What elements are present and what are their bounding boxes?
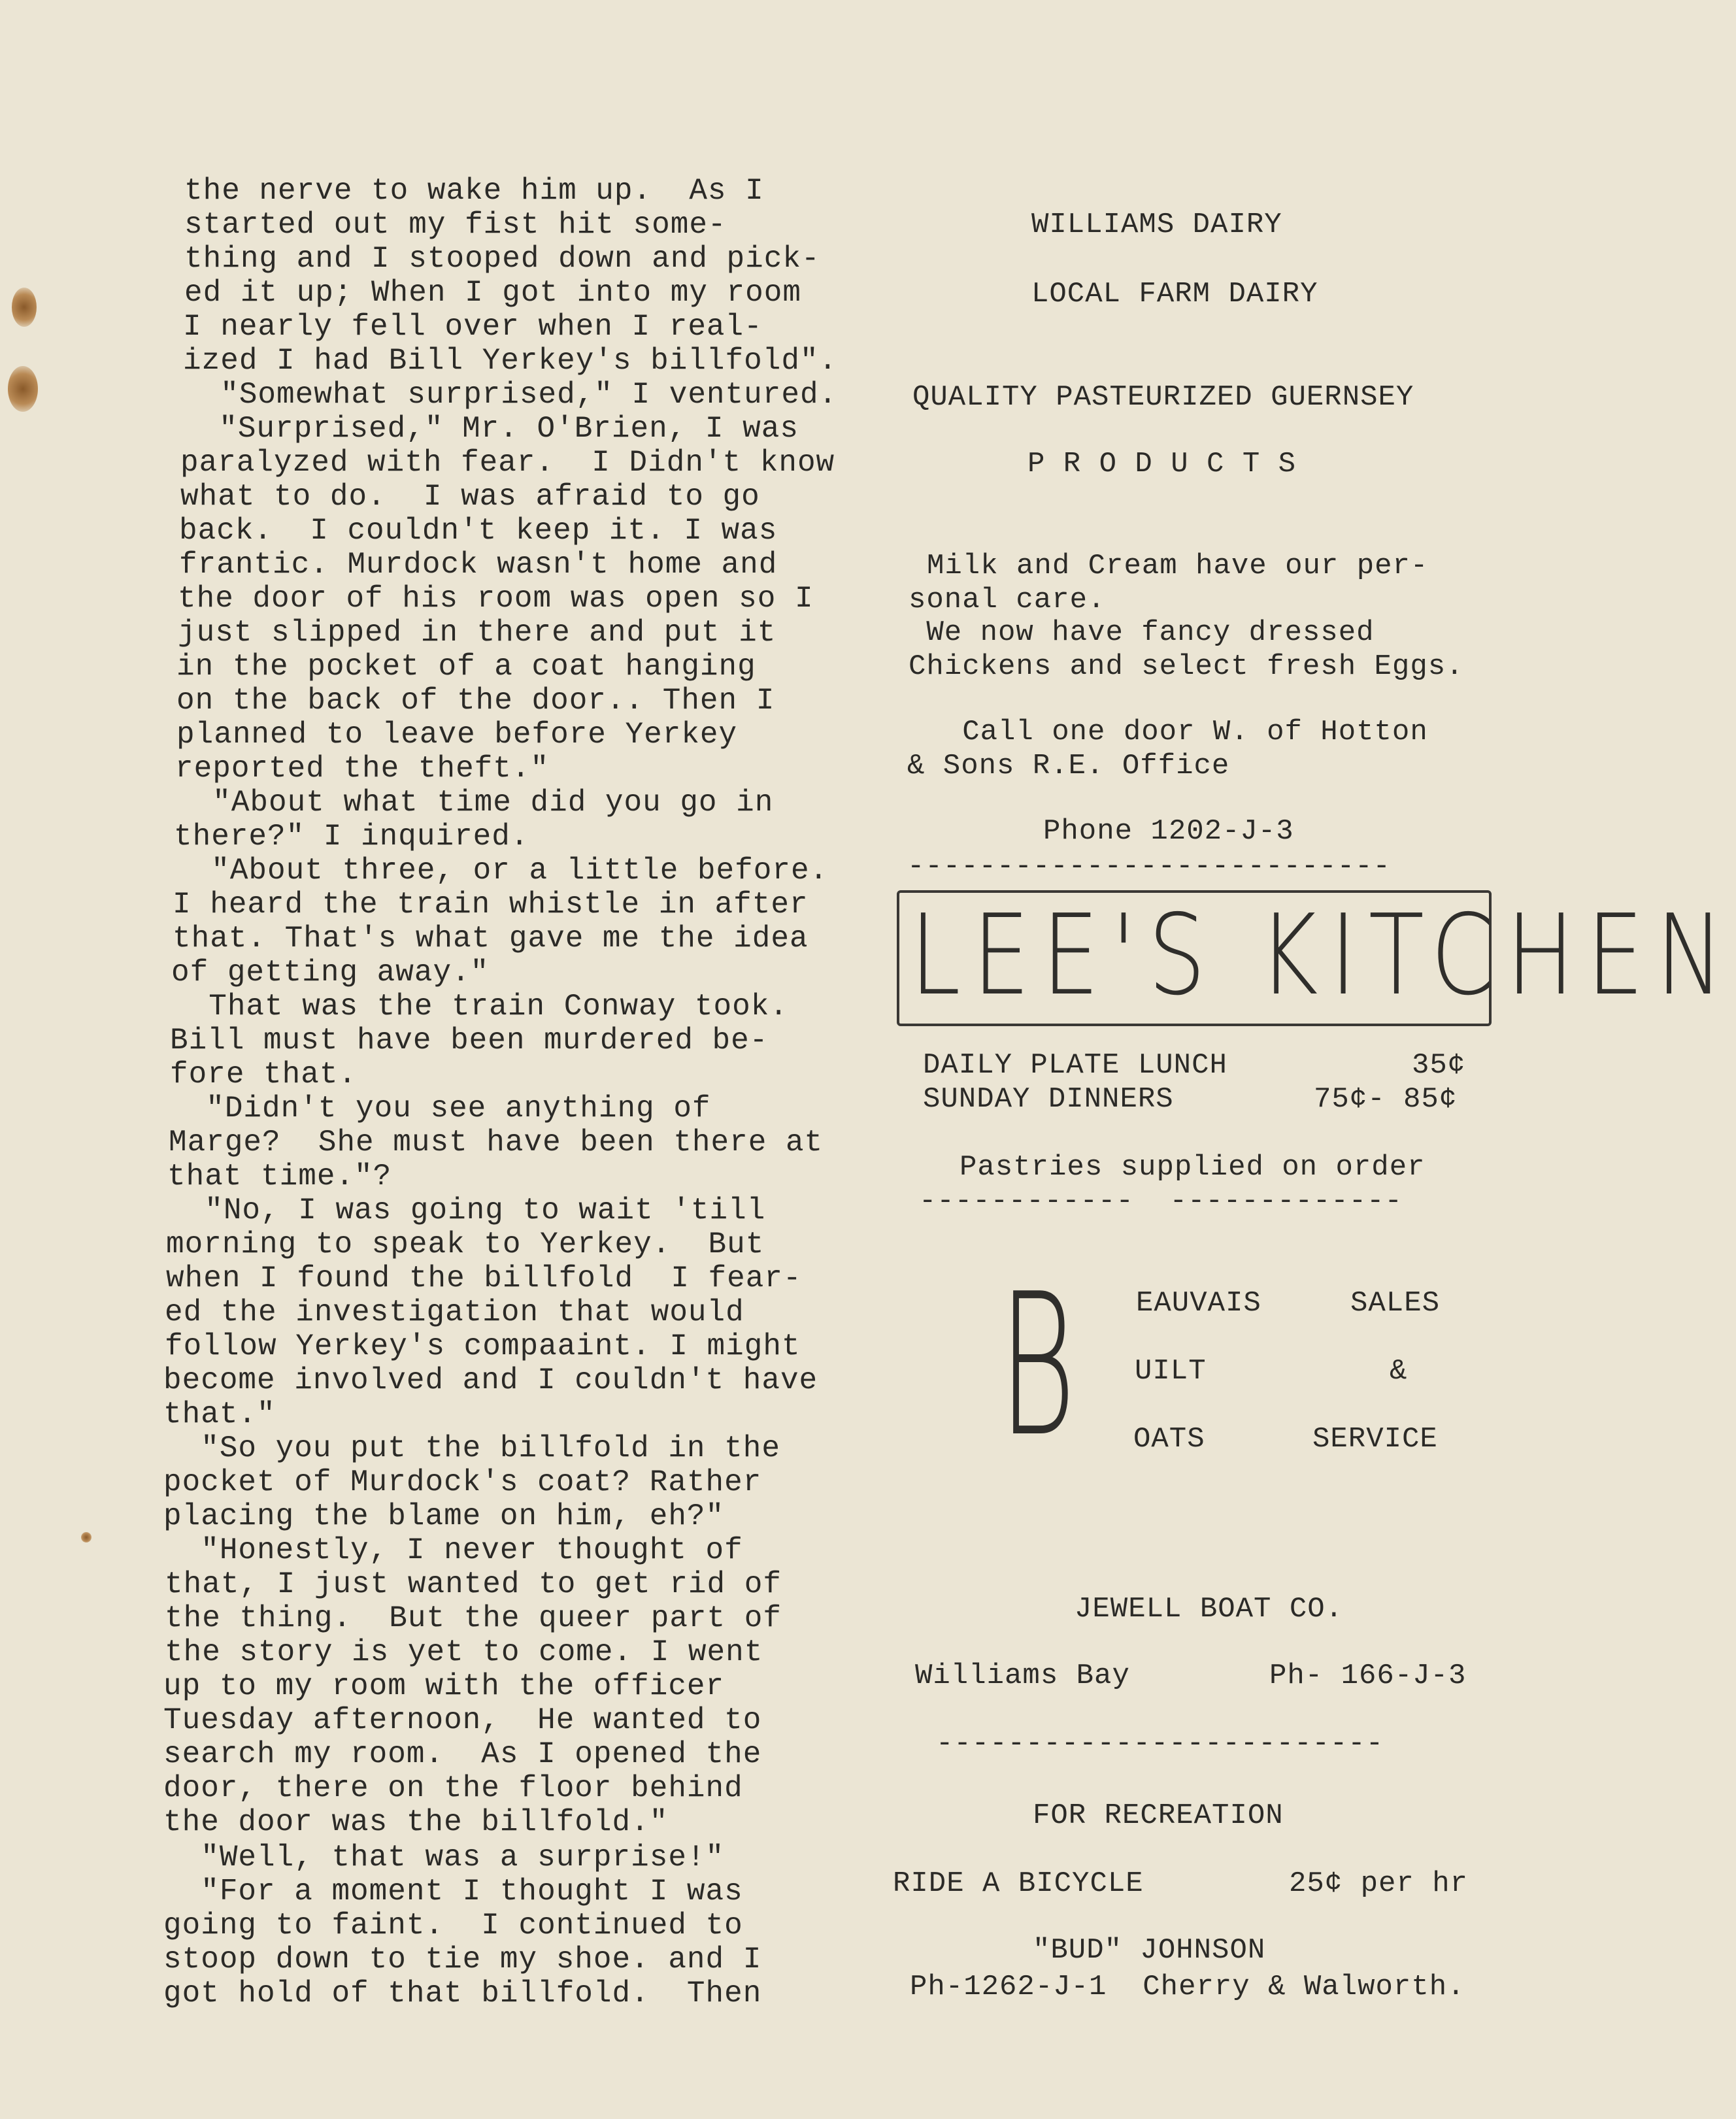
story-line: "Honestly, I never thought of (163, 1533, 743, 1567)
dairy-line: Milk and Cream have our per- (927, 550, 1429, 582)
story-line: when I found the billfold I fear- (166, 1261, 802, 1295)
dairy-name: WILLIAMS DAIRY (1031, 209, 1282, 241)
story-line: "Didn't you see anything of (169, 1092, 711, 1126)
boat-place: Williams Bay (915, 1660, 1130, 1692)
story-line: up to my room with the officer (163, 1669, 725, 1703)
boat-company: JEWELL BOAT CO. (1075, 1593, 1344, 1626)
story-line: got hold of that billfold. Then (163, 1977, 762, 2011)
beauvais-service: SERVICE (1312, 1423, 1438, 1456)
story-line: Bill must have been murdered be- (170, 1024, 769, 1058)
story-line: what to do. I was afraid to go (180, 480, 760, 514)
section-divider: ------------------------- (936, 1727, 1384, 1760)
section-divider: --------------------------- (907, 850, 1391, 883)
story-line: that time."? (167, 1160, 392, 1193)
story-line: started out my fist hit some- (184, 208, 727, 242)
story-line: follow Yerkey's compaaint. I might (165, 1329, 801, 1363)
beauvais-service: SALES (1350, 1287, 1441, 1320)
kitchen-menu-price: 75¢- 85¢ (1314, 1083, 1458, 1116)
story-line: morning to speak to Yerkey. But (166, 1227, 765, 1261)
beauvais-initial: B (999, 1252, 1076, 1480)
story-line: "Surprised," Mr. O'Brien, I was (182, 412, 799, 446)
dairy-line: sonal care. (909, 584, 1106, 616)
dairy-line: We now have fancy dressed (909, 616, 1375, 649)
story-line: I heard the train whistle in after (173, 888, 809, 922)
story-line: "Well, that was a surprise!" (163, 1841, 725, 1875)
dairy-line: & Sons R.E. Office (907, 750, 1230, 782)
story-line: on the back of the door.. Then I (176, 684, 775, 718)
dairy-tagline: LOCAL FARM DAIRY (1031, 278, 1318, 310)
kitchen-title: LEE'S KITCHEN (910, 891, 1736, 1020)
beauvais-word: UILT (1135, 1355, 1207, 1388)
story-line: "For a moment I thought I was (163, 1875, 743, 1909)
story-line: placing the blame on him, eh?" (163, 1499, 725, 1533)
story-line: pocket of Murdock's coat? Rather (163, 1465, 762, 1499)
story-line: thing and I stooped down and pick- (184, 242, 820, 276)
bicycle-offer: RIDE A BICYCLE (893, 1867, 1144, 1900)
dairy-phone: Phone 1202-J-3 (1043, 815, 1294, 848)
bicycle-price: 25¢ per hr (1289, 1867, 1469, 1900)
story-line: ized I had Bill Yerkey's billfold". (183, 344, 838, 378)
section-divider: ------------ ------------- (919, 1185, 1403, 1218)
paper-stain-mark (8, 366, 38, 412)
beauvais-service: & (1390, 1355, 1408, 1388)
story-line: I nearly fell over when I real- (183, 310, 763, 344)
story-line: the door of his room was open so I (178, 582, 814, 616)
beauvais-word: OATS (1133, 1423, 1205, 1456)
beauvais-word: EAUVAIS (1136, 1287, 1261, 1320)
paper-stain-mark (12, 288, 37, 327)
story-line: the story is yet to come. I went (165, 1635, 763, 1669)
story-line: the thing. But the queer part of (165, 1601, 782, 1635)
story-line: "About three, or a little before. (174, 854, 829, 888)
dairy-line: Call one door W. of Hotton (909, 716, 1428, 748)
story-line: in the pocket of a coat hanging (176, 650, 756, 684)
story-line: Tuesday afternoon, He wanted to (163, 1703, 762, 1737)
story-line: that, I just wanted to get rid of (165, 1567, 782, 1601)
story-line: become involved and I couldn't have (163, 1363, 818, 1397)
story-line: "So you put the billfold in the (163, 1431, 780, 1465)
story-line: Marge? She must have been there at (169, 1126, 824, 1160)
story-line: "Somewhat surprised," I ventured. (183, 378, 838, 412)
story-line: ed it up; When I got into my room (184, 276, 801, 310)
story-line: stoop down to tie my shoe. and I (163, 1943, 762, 1977)
dairy-line: Chickens and select fresh Eggs. (909, 650, 1464, 683)
story-line: frantic. Murdock wasn't home and (179, 548, 778, 582)
story-line: "No, I was going to wait 'till (167, 1193, 766, 1227)
story-line: paralyzed with fear. I Didn't know (180, 446, 835, 480)
story-line: going to faint. I continued to (163, 1909, 743, 1943)
story-line: That was the train Conway took. (171, 990, 788, 1024)
story-line: of getting away." (171, 956, 490, 990)
story-line: reported the theft." (175, 752, 550, 786)
kitchen-menu-item: SUNDAY DINNERS (923, 1083, 1174, 1116)
paper-stain-mark (81, 1532, 92, 1543)
story-line: that." (163, 1397, 276, 1431)
story-line: ed the investigation that would (165, 1295, 744, 1329)
story-line: the door was the billfold." (163, 1805, 669, 1839)
story-line: fore that. (170, 1058, 358, 1092)
bicycle-heading: FOR RECREATION (1033, 1799, 1284, 1832)
dairy-products: P R O D U C T S (1027, 448, 1297, 480)
bicycle-name: "BUD" JOHNSON (1033, 1934, 1266, 1967)
story-line: search my room. As I opened the (163, 1737, 762, 1771)
bicycle-contact: Ph-1262-J-1 Cherry & Walworth. (910, 1971, 1465, 2003)
story-line: just slipped in there and put it (178, 616, 776, 650)
boat-phone: Ph- 166-J-3 (1269, 1660, 1467, 1692)
kitchen-menu-price: 35¢ (1412, 1049, 1466, 1082)
story-line: door, there on the floor behind (163, 1771, 743, 1805)
story-line: back. I couldn't keep it. I was (179, 514, 778, 548)
dairy-quality: QUALITY PASTEURIZED GUERNSEY (912, 381, 1414, 414)
kitchen-pastries: Pastries supplied on order (960, 1151, 1426, 1184)
kitchen-menu-item: DAILY PLATE LUNCH (923, 1049, 1227, 1082)
story-line: the nerve to wake him up. As I (184, 174, 764, 208)
story-line: that. That's what gave me the idea (173, 922, 809, 956)
story-line: planned to leave before Yerkey (176, 718, 738, 752)
story-line: there?" I inquired. (174, 820, 529, 854)
story-line: "About what time did you go in (175, 786, 774, 820)
